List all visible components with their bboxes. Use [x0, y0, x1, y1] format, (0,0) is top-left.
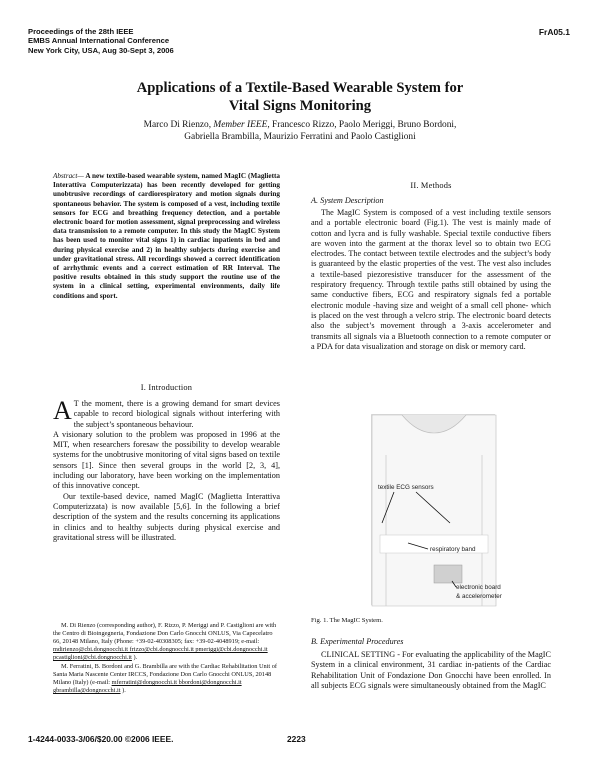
subsection-a-heading: A. System Description [311, 196, 384, 205]
figure-1-photo [371, 414, 502, 605]
footnote-1-text: M. Di Rienzo (corresponding author), F. Rizzo, P. Meriggi and P. Castiglioni are with the Centro di Bioingegneria, Fondazione Don Carlo Gnocchi ONLUS, Via Capecelatro 66, 20148 Milano, Italy (Phone: +39-02-40308305; fax: +39-02-4048919; e-mail: [53, 622, 277, 645]
author-name: Marco Di Rienzo, [143, 120, 212, 130]
copyright-line: 1-4244-0033-3/06/$20.00 ©2006 IEEE. [28, 734, 174, 744]
header-line-2: EMBS Annual International Conference [28, 36, 170, 46]
authors-line-1 [0, 119, 600, 131]
page-number: 2223 [287, 734, 306, 744]
figure-1-caption: Fig. 1. The MagIC System. [311, 617, 383, 624]
conference-header [28, 27, 174, 55]
label-textile-ecg: textile ECG sensors [378, 484, 434, 491]
abstract [53, 172, 280, 301]
footnote-1-emails[interactable]: mdirienzo@cbi.dongnocchi.it frizzo@cbi.dongnocchi.it pmeriggi@cbi.dongnocchi.it pcastiglioni@cbi.dongnocchi.it [53, 646, 268, 661]
footnote-1-end: ). [133, 654, 138, 661]
author-names: , Francesco Rizzo, Paolo Meriggi, Bruno Bordoni, [267, 120, 457, 130]
methods-section [311, 181, 551, 352]
drop-cap: A [53, 396, 72, 425]
author-list [0, 119, 600, 143]
paper-title [0, 79, 600, 115]
introduction-body [53, 396, 280, 543]
abstract-label: Abstract— [53, 172, 84, 180]
subsection-b-heading: B. Experimental Procedures [311, 637, 404, 646]
author-title: Member IEEE [213, 120, 268, 130]
footnote-2-end: ). [122, 687, 126, 694]
authors-line-2: Gabriella Brambilla, Maurizio Ferratini and Paolo Castiglioni [184, 132, 416, 142]
methods-heading: II. Methods [410, 181, 452, 190]
experimental-procedures [311, 637, 551, 691]
title-line-1: Applications of a Textile-Based Wearable System for [136, 80, 464, 96]
footnote-2-emails[interactable]: mferratini@dongnocchi.it bbordoni@dongnocchi.it gbrambilla@dongnocchi.it [53, 679, 242, 694]
footnote-1 [53, 622, 280, 662]
introduction-heading: I. Introduction [140, 383, 193, 392]
label-respiratory-band: respiratory band [430, 546, 476, 553]
header-line-1: Proceedings of the 28th IEEE [28, 27, 134, 36]
vest-illustration [372, 415, 502, 606]
footnote-2 [53, 663, 280, 695]
intro-paragraph-1: T the moment, there is a growing demand for smart devices capable to record biological signals without interfering with the subject’s spontaneous behaviour. [73, 399, 280, 429]
label-electronic-board: electronic board [456, 584, 501, 591]
footnote-2-text: M. Ferratini, B. Bordoni and G. Brambilla are with the Cardiac Rehabilitation Unit of Santa Maria Nascente Center IRCCS, Fondazione Don Carlo Gnocchi ONLUS, 20148 Milano (Italy) (e-mail: [53, 663, 277, 686]
clinical-setting-paragraph: CLINICAL SETTING - For evaluating the applicability of the MagIC System in a clinical environment, 31 cardiac in-patients of the Cardiac Rehabilitation Unit of Fondazione Don Gnocchi have been enrolled. In all subjects ECG signals were simultaneously obtained from the MagIC [311, 650, 551, 690]
header-line-3: New York City, USA, Aug 30-Sept 3, 2006 [28, 45, 174, 55]
session-code: FrA05.1 [538, 27, 570, 37]
introduction-section [53, 383, 280, 543]
title-line-2: Vital Signs Monitoring [228, 98, 372, 114]
intro-paragraph-2: A visionary solution to the problem was proposed in 1996 at the MIT, when researchers foresaw the possibility to develop wearable systems for the unobtrusive monitoring of vital signs based on textile sensors [1]. Since then several groups in the world [2, 3, 4], including our laboratory, have been working on the implementation of this innovative concept. [53, 429, 280, 491]
label-accelerometer: & accelerometer [456, 593, 502, 600]
abstract-text: A new textile-based wearable system, named MagIC (Maglietta Interattiva Computerizzata) has been recently developed for getting unobtrusive recordings of cardiorespiratory and motion signals during spontaneous behavior. The system is composed of a vest, including textile sensors for ECG and breathing frequency detection, and a portable electronic board for motion assessment, signal preprocessing and wireless data transmission to a remote computer. In this study the MagIC System has been used to monitor vital signs 1) in cardiac inpatients in bed and during physical exercise and 2) in healthy subjects during exercise and under gravitational stress. All recordings showed a correct identification of arrhythmic events and a correct estimation of RR Interval. The positive results obtained in this study support the routine use of the system in a clinical setting, experimental environments, daily life conditions and sport. [53, 172, 280, 300]
intro-paragraph-3: Our textile-based device, named MagIC (Maglietta Interattiva Computerizzata) is now available [5,6]. In the following a brief description of the system and the results concerning its applications in clinics and to healthy subjects during physical exercise and gravitational stress will be illustrated. [53, 491, 280, 542]
footnotes [53, 622, 280, 696]
system-description-paragraph: The MagIC System is composed of a vest including textile sensors and a portable electronic board (Fig.1). The vest is mainly made of cotton and lycra and is fully washable. Special textile conductive fibers are woven into the garment at the thorax level so to obtain two ECG electrodes. The contact between textile electrodes and the subject’s body is guaranteed by the elastic properties of the vest. The vest also includes a textile-based piezoresistive transducer for the assessment of the respiratory frequency. Through textile paths still obtained by using the same conductive fibers, ECG and respiratory signals fed a portable electronic module -having size and weight of a small cell phone- which is placed on the vest through a velcro strip. The electronic board detects also the subject’s movement through a 3-axis accelerometer and transmits all signals via a Bluetooth connection to a remote computer or a PDA for data visualization and storage on disk or memory card. [311, 208, 551, 351]
